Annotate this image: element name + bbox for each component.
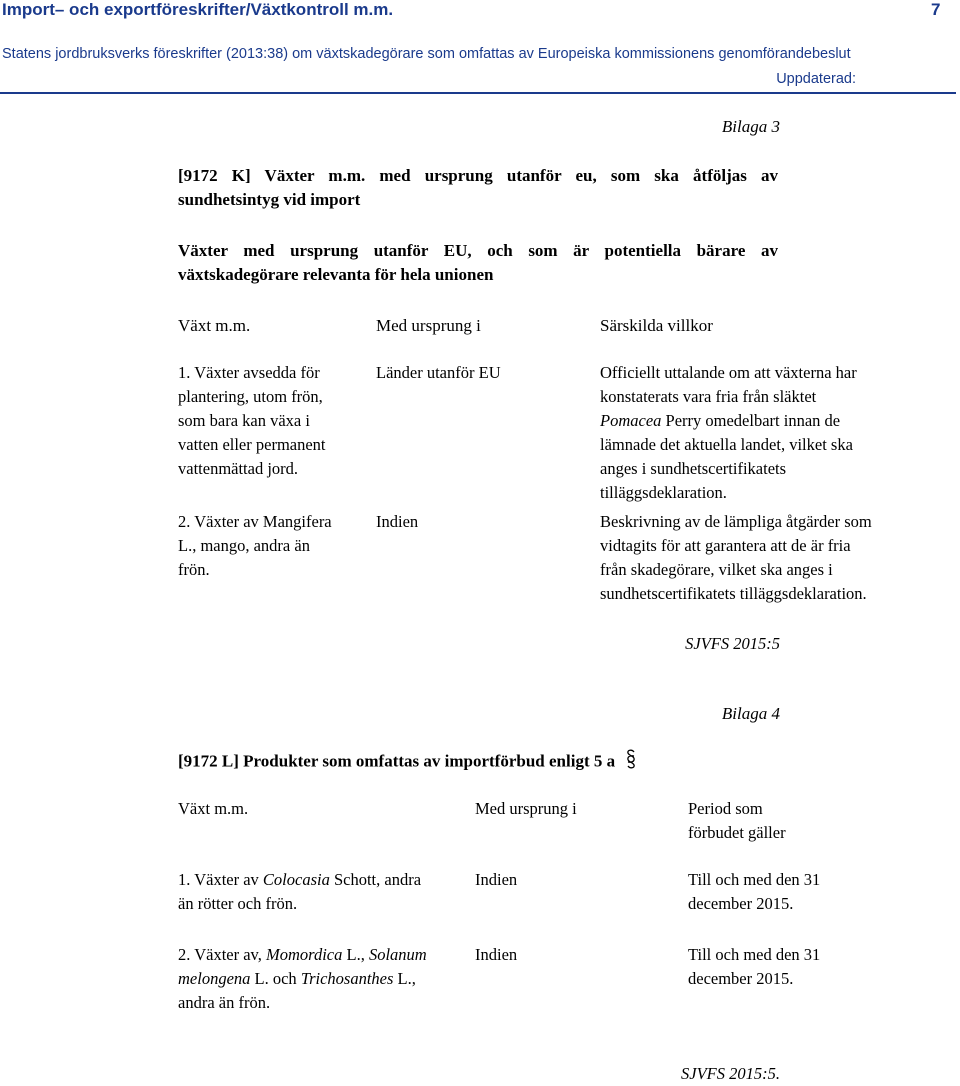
- bilaga4-row2-origin: Indien: [475, 945, 518, 964]
- bilaga4-col-period: [688, 797, 786, 845]
- bilaga3-footnote: [600, 632, 780, 656]
- table-cell-line: 1. Växter avsedda för: [178, 363, 320, 382]
- table-cell-line: Beskrivning av de lämpliga åtgärder som: [600, 512, 872, 531]
- table-cell-line: Till och med den 31: [688, 870, 821, 889]
- species-name: melongena: [178, 969, 251, 988]
- page-number: 7: [931, 0, 941, 19]
- bilaga3-subheading: [178, 239, 778, 287]
- table-cell-line: vatten eller permanent: [178, 435, 326, 454]
- table-cell-line: Pomacea Perry omedelbart innan de: [600, 411, 841, 430]
- bilaga3-row2-conditions: [600, 510, 900, 606]
- bilaga4-label: Bilaga 4: [721, 704, 780, 723]
- table-cell-line: konstaterats vara fria från släktet: [600, 387, 817, 406]
- table-cell-line: 2. Växter av Mangifera: [178, 512, 332, 531]
- bilaga3-row1-plant: [178, 361, 368, 481]
- table-cell-line: lämnade det aktuella landet, vilket ska: [600, 435, 853, 454]
- table-cell-line: december 2015.: [688, 969, 794, 988]
- bilaga3-subheading-line1: Växter med ursprung utanför EU, och som är potentiella bärare av: [178, 241, 778, 260]
- table-header-line: förbudet gäller: [688, 823, 786, 842]
- bilaga4-heading: [178, 749, 637, 776]
- bilaga4-row1-period: [688, 868, 820, 916]
- table-cell-line: från skadegörare, vilket ska anges i: [600, 560, 833, 579]
- bilaga3-heading-line1: [9172 K] Växter m.m. med ursprung utanför eu, som ska åtföljas av: [178, 166, 778, 185]
- table-cell-line: melongena L. och Trichosanthes L.,: [178, 969, 416, 988]
- updated-label: Uppdaterad:: [776, 71, 856, 87]
- bilaga3-label: Bilaga 3: [721, 117, 780, 136]
- bilaga4-footnote: [600, 1062, 780, 1086]
- table-cell-line: andra än frön.: [178, 993, 271, 1012]
- bilaga3-row2-plant: [178, 510, 368, 582]
- genus-name: Trichosanthes: [300, 969, 394, 988]
- footnote-text: SJVFS 2015:5: [685, 634, 780, 653]
- bilaga3-subheading-line2: växtskadegörare relevanta för hela unionen: [178, 265, 494, 284]
- table-cell-line: vattenmättad jord.: [178, 459, 299, 478]
- bilaga4-row1-origin: Indien: [475, 870, 518, 889]
- page-header: [0, 0, 960, 98]
- bilaga3-col-origin: Med ursprung i: [376, 316, 481, 335]
- table-cell-line: L., mango, andra än: [178, 536, 310, 555]
- genus-name: Solanum: [368, 945, 427, 964]
- table-cell-line: frön.: [178, 560, 210, 579]
- bilaga3-col-conditions: Särskilda villkor: [600, 316, 713, 335]
- genus-name: Colocasia: [262, 870, 330, 889]
- bilaga3-section: [600, 115, 780, 139]
- bilaga4-col-plant: Växt m.m.: [178, 799, 249, 818]
- bilaga3-col-plant: Växt m.m.: [178, 316, 251, 335]
- bilaga4-col-origin: Med ursprung i: [475, 799, 577, 818]
- table-cell-line: som bara kan växa i: [178, 411, 310, 430]
- footnote-text: SJVFS 2015:5.: [681, 1064, 780, 1083]
- genus-name: Momordica: [265, 945, 343, 964]
- table-header-line: Period som: [688, 799, 763, 818]
- header-divider: [0, 92, 956, 94]
- bilaga4-row2-plant: [178, 943, 468, 1015]
- table-cell-line: än rötter och frön.: [178, 894, 298, 913]
- bilaga3-heading-line2: sundhetsintyg vid import: [178, 190, 361, 209]
- section-sign-icon: [625, 749, 637, 776]
- table-cell-line: 2. Växter av, Momordica L., Solanum: [178, 945, 427, 964]
- table-cell-line: 1. Växter av Colocasia Schott, andra: [178, 870, 422, 889]
- table-cell-line: december 2015.: [688, 894, 794, 913]
- bilaga4-heading-text: [9172 L] Produkter som omfattas av importförbud enligt 5 a: [178, 751, 616, 771]
- table-cell-line: anges i sundhetscertifikatets: [600, 459, 787, 478]
- bilaga3-heading: [178, 164, 778, 212]
- table-cell-line: Officiellt uttalande om att växterna har: [600, 363, 857, 382]
- genus-name: Pomacea: [600, 411, 662, 430]
- header-subtitle: Statens jordbruksverks föreskrifter (2013:38) om växtskadegörare som omfattas av Europeiska kommissionens genomförandebeslut: [2, 46, 851, 62]
- bilaga3-row1-conditions: [600, 361, 900, 505]
- table-cell-line: sundhetscertifikatets tilläggsdeklaration.: [600, 584, 867, 603]
- bilaga4-row2-period: [688, 943, 820, 991]
- table-cell-line: vidtagits för att garantera att de är fria: [600, 536, 851, 555]
- bilaga3-row2-origin: Indien: [376, 512, 419, 531]
- table-cell-line: plantering, utom frön,: [178, 387, 323, 406]
- bilaga3-row1-origin: Länder utanför EU: [376, 363, 501, 382]
- header-title: Import– och exportföreskrifter/Växtkontroll m.m.: [2, 0, 394, 19]
- table-cell-line: tilläggsdeklaration.: [600, 483, 727, 502]
- table-cell-line: Till och med den 31: [688, 945, 821, 964]
- bilaga4-section: [600, 702, 780, 726]
- bilaga4-row1-plant: [178, 868, 458, 916]
